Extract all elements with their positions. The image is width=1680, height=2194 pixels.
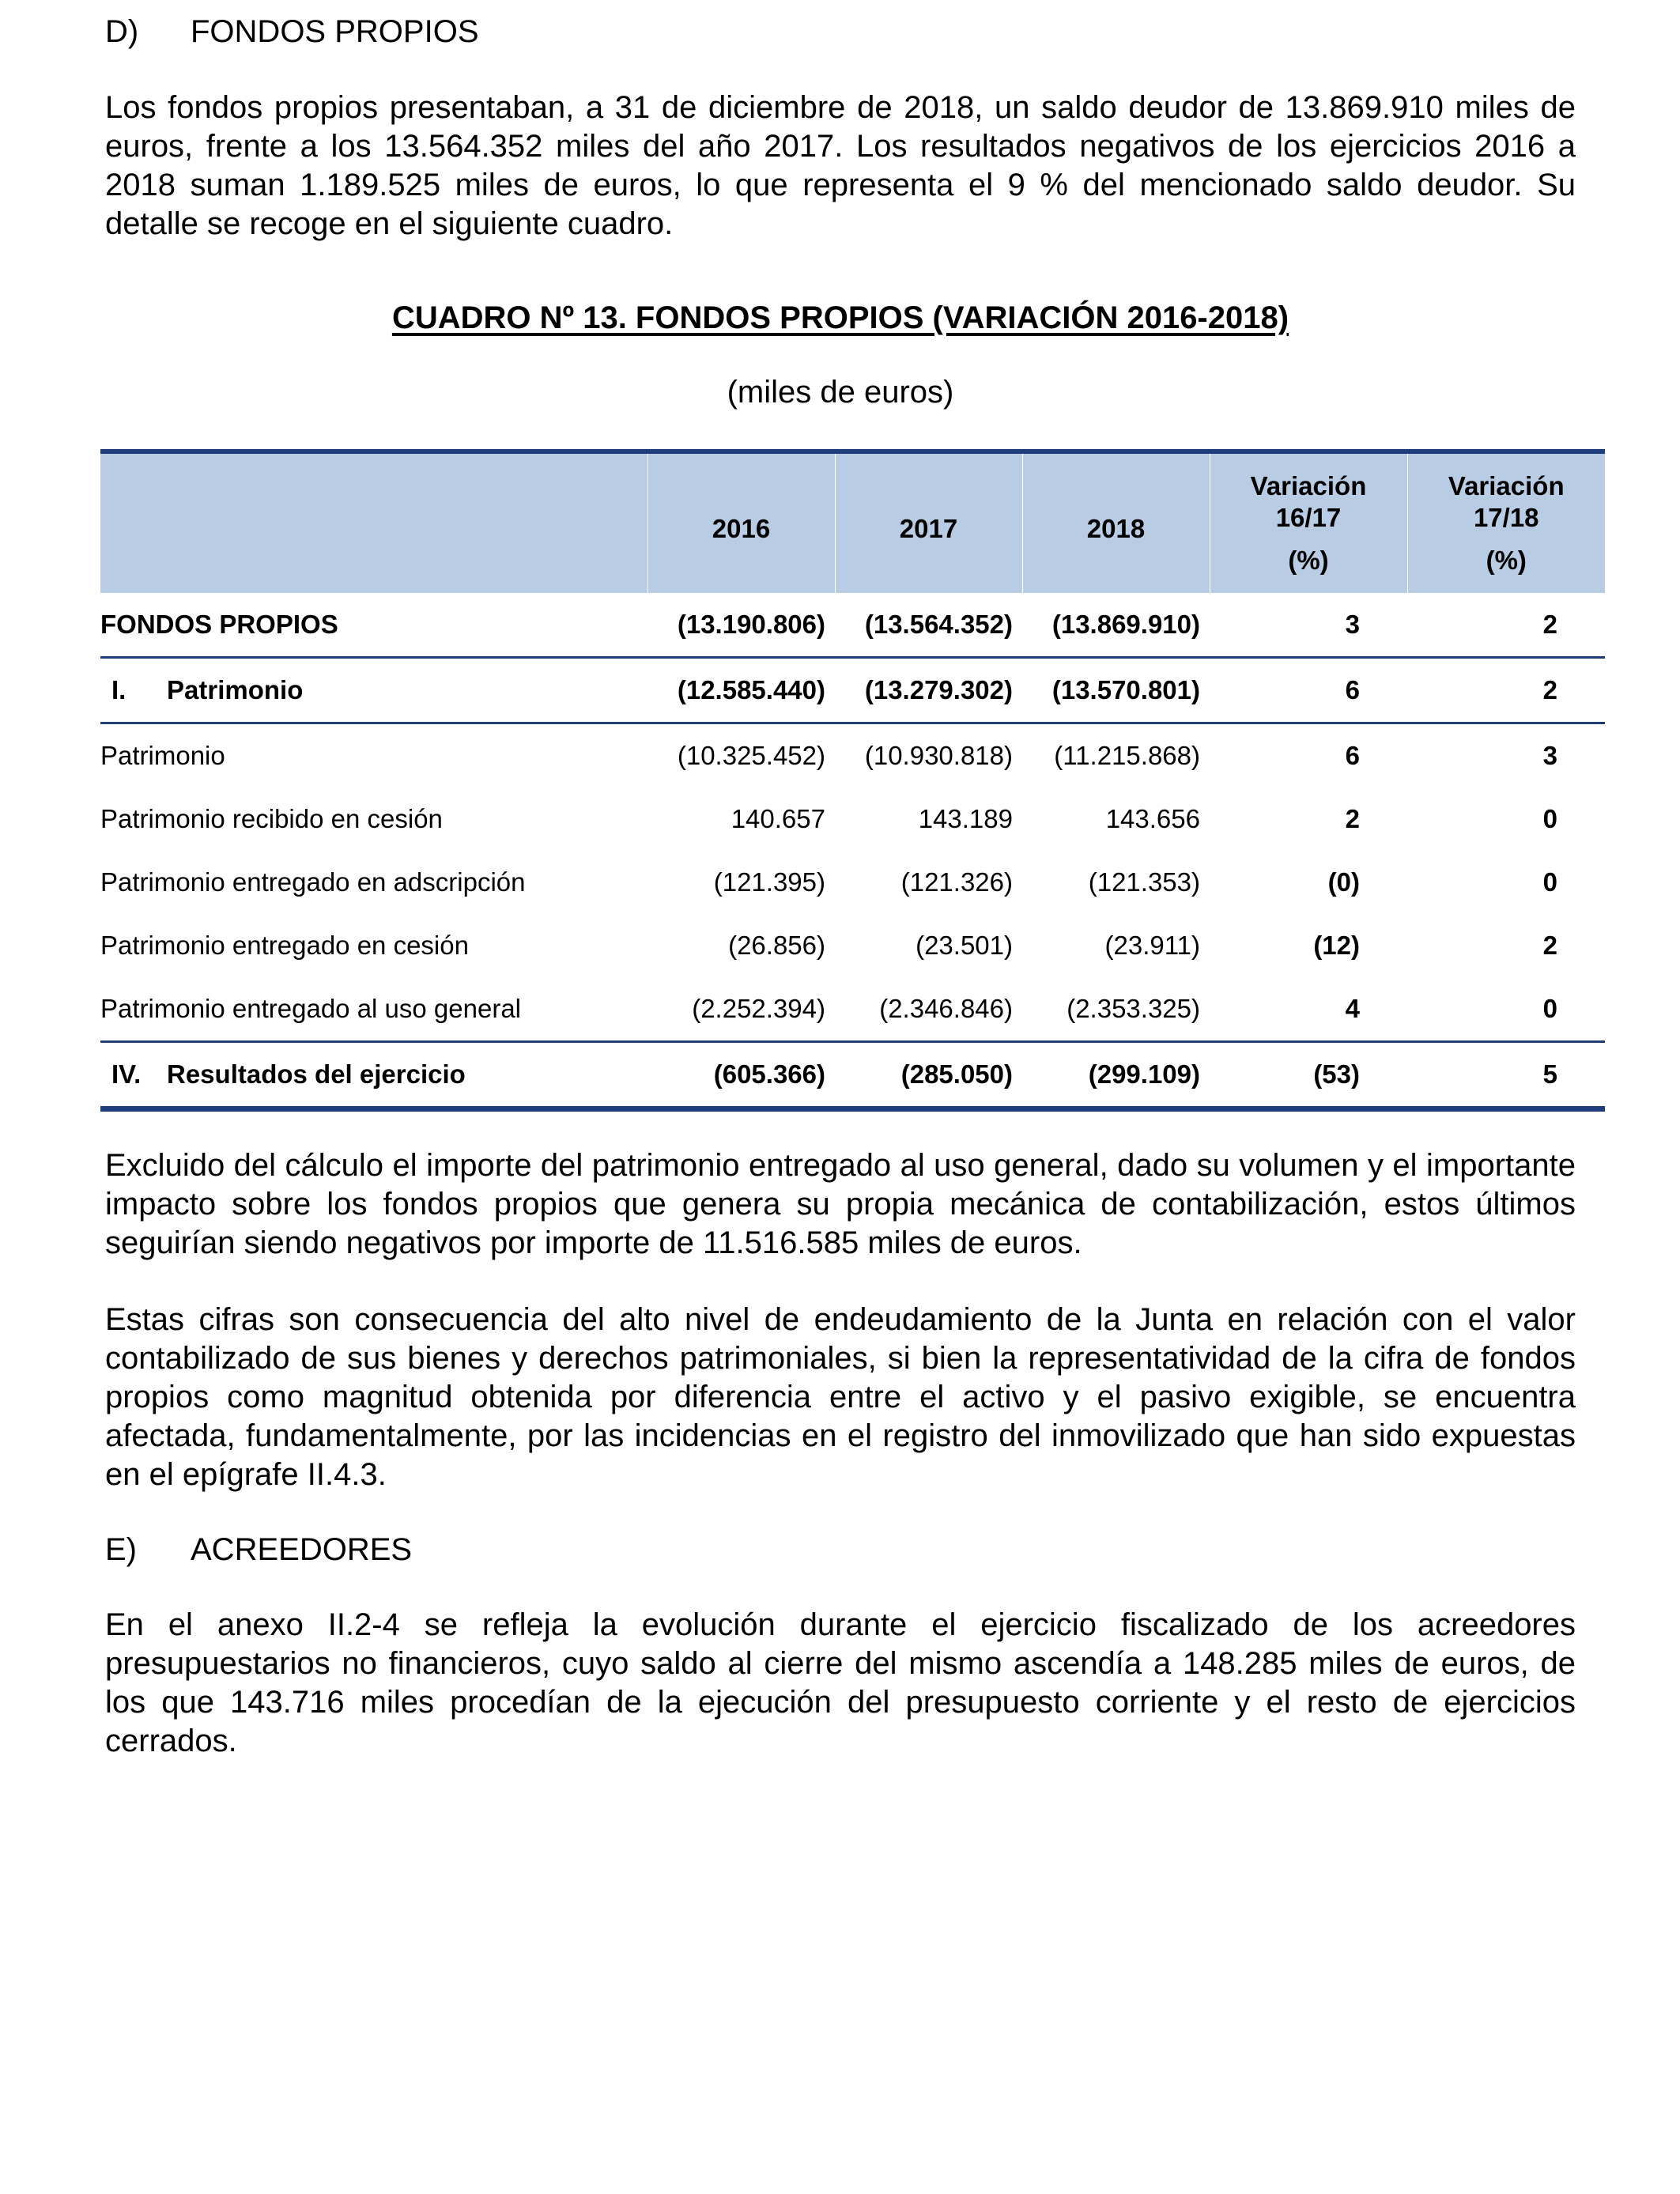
- row-label: Patrimonio entregado al uso general: [100, 977, 647, 1042]
- cell-2016: 140.657: [731, 804, 825, 833]
- cell-2016: (13.190.806): [647, 593, 835, 658]
- row-label: Patrimonio entregado en cesión: [100, 931, 469, 960]
- section-title: ACREEDORES: [191, 1532, 413, 1567]
- section-heading-d: [105, 13, 479, 51]
- paragraph-excluido: Excluido del cálculo el importe del patrimonio entregado al uso general, dado su volumen y el importante impacto sobre los fondos propios que genera su propia mecánica de contabilización, estos últimos seguirían siendo negativos por importe de 11.516.585 miles de euros.: [105, 1148, 1576, 1260]
- cell-var-16-17: (12): [1313, 931, 1360, 960]
- cell-2017: 143.189: [918, 804, 1013, 833]
- cell-2018: (121.353): [1088, 867, 1200, 897]
- cell-var-16-17: 6: [1210, 658, 1407, 723]
- paragraph-fondos-propios: Los fondos propios presentaban, a 31 de diciembre de 2018, un saldo deudor de 13.869.910 miles de euros, frente a los 13.564.352 miles del año 2017. Los resultados negativos de los ejercicios 2016 a 2018 suman 1.189.525 miles de euros, lo que representa el 9 % del mencionado saldo deudor. Su detalle se recoge en el siguiente cuadro.: [105, 90, 1576, 241]
- table-row: [100, 787, 1605, 851]
- row-label: FONDOS PROPIOS: [100, 593, 647, 658]
- section-heading-e: [105, 1531, 412, 1569]
- table-row: [100, 977, 1605, 1042]
- cell-var-17-18: 2: [1407, 593, 1605, 658]
- cell-2016: (2.252.394): [647, 977, 835, 1042]
- cell-var-16-17: 2: [1345, 804, 1360, 833]
- cell-var-17-18: 3: [1542, 741, 1557, 770]
- cell-var-16-17: (53): [1210, 1042, 1407, 1109]
- cell-2017: (285.050): [835, 1042, 1022, 1109]
- table-row: [100, 658, 1605, 723]
- cell-2016: (121.395): [713, 867, 825, 897]
- roman-numeral: IV.: [111, 1059, 142, 1089]
- cell-2018: (2.353.325): [1022, 977, 1210, 1042]
- table-unit: (miles de euros): [727, 375, 954, 410]
- header-blank: [100, 451, 647, 593]
- cell-2018: 143.656: [1105, 804, 1200, 833]
- header-2016: 2016: [647, 451, 835, 593]
- cell-2017: (13.564.352): [835, 593, 1022, 658]
- header-variacion-16-17: Variación 16/17 (%): [1210, 451, 1407, 593]
- cell-var-16-17: 3: [1210, 593, 1407, 658]
- roman-numeral: I.: [111, 675, 126, 704]
- table-row: [100, 593, 1605, 658]
- table-row: [100, 1042, 1605, 1109]
- row-label: IV. Resultados del ejercicio: [100, 1042, 647, 1109]
- cell-2016: (605.366): [647, 1042, 835, 1109]
- row-label: I. Patrimonio: [100, 658, 647, 723]
- cell-var-17-18: 0: [1542, 867, 1557, 897]
- cell-2017: (13.279.302): [835, 658, 1022, 723]
- header-variacion-17-18: Variación 17/18 (%): [1407, 451, 1605, 593]
- paragraph-acreedores: En el anexo II.2-4 se refleja la evolución durante el ejercicio fiscalizado de los acreedores presupuestarios no financieros, cuyo saldo al cierre del mismo ascendía a 148.285 miles de euros, de los que 143.716 miles procedían de la ejecución del presupuesto corriente y el resto de ejercicios cerrados.: [105, 1607, 1576, 1758]
- header-2018: 2018: [1022, 451, 1210, 593]
- header-2017: 2017: [835, 451, 1022, 593]
- cell-2016: (10.325.452): [677, 741, 825, 770]
- fondos-propios-table: [100, 449, 1605, 1112]
- table-row: [100, 723, 1605, 788]
- table-row: [100, 851, 1605, 914]
- cell-var-16-17: 4: [1210, 977, 1407, 1042]
- cell-2017: (121.326): [900, 867, 1013, 897]
- cell-2018: (13.869.910): [1022, 593, 1210, 658]
- cell-2016: (12.585.440): [647, 658, 835, 723]
- row-label: Patrimonio recibido en cesión: [100, 804, 443, 833]
- cell-2018: (11.215.868): [1054, 741, 1200, 770]
- row-label: Patrimonio: [100, 741, 225, 770]
- section-letter: D): [105, 14, 139, 49]
- row-label: Patrimonio entregado en adscripción: [100, 867, 526, 897]
- table-row: [100, 914, 1605, 977]
- cell-var-17-18: 0: [1542, 804, 1557, 833]
- cell-var-17-18: 2: [1542, 931, 1557, 960]
- cell-2017: (10.930.818): [864, 741, 1013, 770]
- cell-var-17-18: 5: [1407, 1042, 1605, 1109]
- cell-2018: (23.911): [1104, 931, 1200, 960]
- cell-2018: (13.570.801): [1022, 658, 1210, 723]
- cell-2017: (23.501): [916, 931, 1013, 960]
- cell-var-17-18: 2: [1407, 658, 1605, 723]
- section-letter: E): [105, 1532, 137, 1567]
- cell-2018: (299.109): [1022, 1042, 1210, 1109]
- cell-var-17-18: 0: [1407, 977, 1605, 1042]
- table-title: CUADRO Nº 13. FONDOS PROPIOS (VARIACIÓN 2016-2018): [391, 300, 1289, 335]
- cell-var-16-17: (0): [1327, 867, 1360, 897]
- paragraph-estas-cifras: Estas cifras son consecuencia del alto nivel de endeudamiento de la Junta en relación con el valor contabilizado de sus bienes y derechos patrimoniales, si bien la representatividad de la cifra de fondos propios como magnitud obtenida por diferencia entre el activo y el pasivo exigible, se encuentra afectada, fundamentalmente, por las incidencias en el registro del inmovilizado que han sido expuestas en el epígrafe II.4.3.: [105, 1302, 1576, 1492]
- section-title: FONDOS PROPIOS: [191, 14, 479, 49]
- cell-2017: (2.346.846): [835, 977, 1022, 1042]
- cell-var-16-17: 6: [1345, 741, 1360, 770]
- cell-2016: (26.856): [728, 931, 825, 960]
- table-header-row: [100, 451, 1605, 593]
